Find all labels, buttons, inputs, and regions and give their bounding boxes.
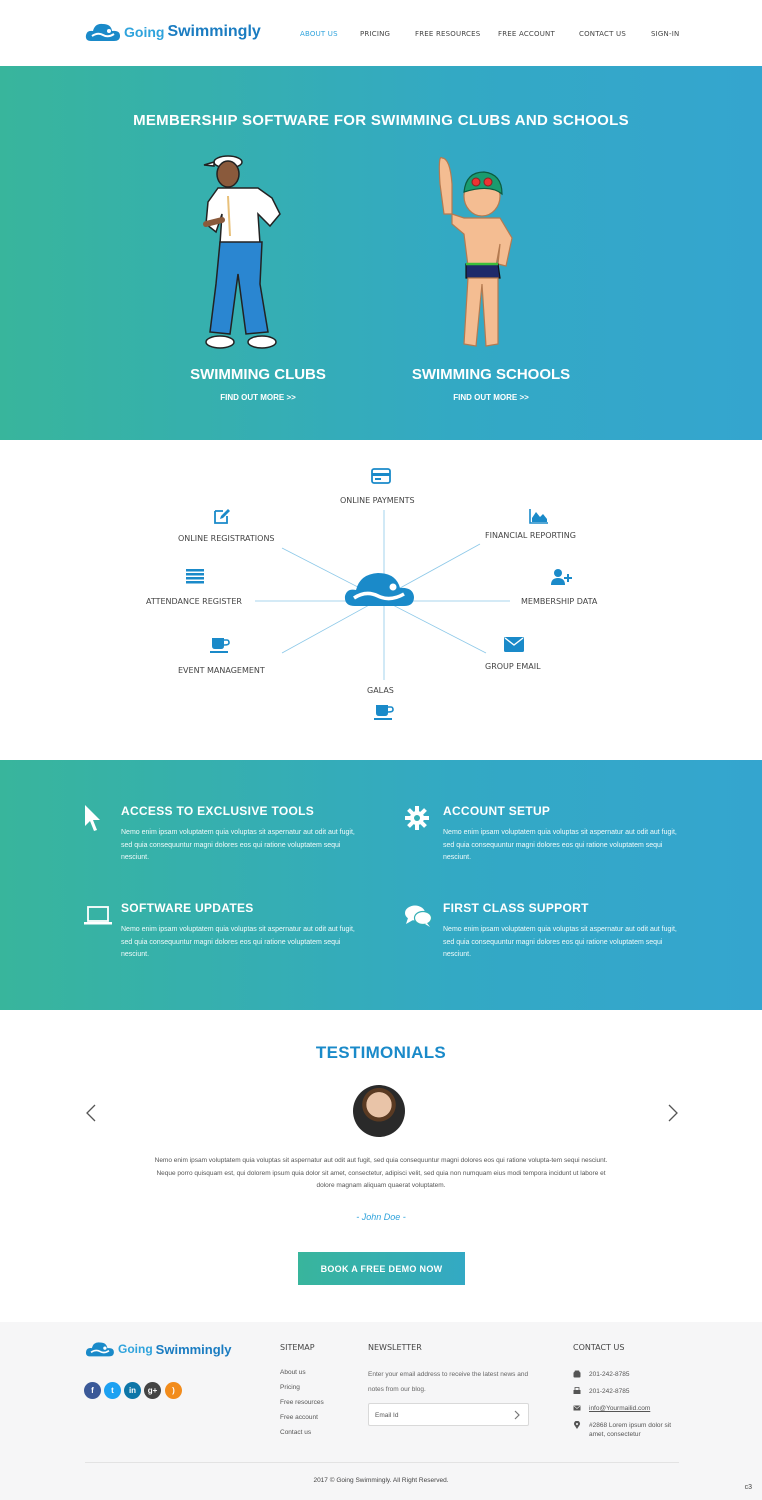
swimming-clubs-title: SWIMMING CLUBS (190, 366, 326, 383)
credit-card-icon (371, 468, 391, 484)
book-demo-button[interactable]: BOOK A FREE DEMO NOW (298, 1252, 465, 1285)
feature-financial-reporting: FINANCIAL REPORTING (485, 531, 576, 540)
mail-icon (573, 1404, 581, 1412)
hero-section (0, 66, 762, 440)
phone-icon (573, 1370, 581, 1378)
footer-brand-logo[interactable] (85, 1340, 232, 1358)
benefit-title-software-updates: SOFTWARE UPDATES (121, 901, 254, 915)
list-icon (186, 569, 204, 584)
center-cloud-logo (345, 573, 414, 606)
nav-contact-us[interactable]: CONTACT US (579, 30, 626, 38)
area-chart-icon (529, 508, 549, 524)
brand-word-swimmingly: Swimmingly (167, 23, 261, 40)
sitemap-free-account[interactable]: Free account (280, 1414, 318, 1421)
twitter-icon[interactable]: t (104, 1382, 121, 1399)
sitemap-about-us[interactable]: About us (280, 1369, 306, 1376)
gear-icon (405, 806, 429, 830)
contact-fax: 201-242-8785 (589, 1388, 630, 1395)
testimonial-quote: Nemo enim ipsam voluptatem quia voluptas sit aspernatur aut odit aut fugit, sed quia consequuntur magni dolores eos qui ratione volupta-tem sequi nesciunt. Neque porro quisquam est, qui dolorem ipsum quia dolor sit amet, consectetur, adipisci velit, sed quia non numquam eius modi tempora incidunt ut labore et dolore magnam aliquam quaerat voluptatem. (154, 1157, 608, 1189)
feature-attendance-register: ATTENDANCE REGISTER (146, 597, 242, 606)
envelope-icon (504, 637, 524, 652)
brand-word-going: Going (124, 24, 165, 40)
google-plus-icon[interactable]: g+ (144, 1382, 161, 1399)
newsletter-title: NEWSLETTER (368, 1343, 422, 1352)
add-user-icon (551, 569, 573, 585)
location-pin-icon (573, 1421, 581, 1429)
contact-phone: 201-242-8785 (589, 1371, 630, 1378)
coffee-cup-icon (210, 637, 230, 653)
feature-online-registrations: ONLINE REGISTRATIONS (178, 534, 275, 543)
feature-group-email: GROUP EMAIL (485, 662, 541, 671)
benefit-text-exclusive-tools: Nemo enim ipsam voluptatem quia voluptas sit aspernatur aut odit aut fugit, sed quia consequuntur magni dolores eos qui ratione voluptatem sequi nesciunt. (121, 829, 355, 861)
swimming-clubs-link[interactable]: FIND OUT MORE >> (220, 393, 296, 402)
sitemap-free-resources[interactable]: Free resources (280, 1399, 324, 1406)
fax-icon (573, 1387, 581, 1395)
chevron-right-icon[interactable] (511, 1409, 523, 1421)
contact-title: CONTACT US (573, 1343, 625, 1352)
nav-sign-in[interactable]: SIGN-IN (651, 30, 680, 38)
coffee-cup-icon (374, 704, 394, 720)
cursor-arrow-icon (84, 804, 102, 832)
feature-online-payments: ONLINE PAYMENTS (340, 496, 415, 505)
cloud-swimmer-icon (85, 21, 121, 43)
chevron-left-icon[interactable] (85, 1104, 97, 1122)
nav-free-account[interactable]: FREE ACCOUNT (498, 30, 555, 38)
newsletter-email-box (368, 1403, 529, 1426)
newsletter-email-input[interactable] (375, 1409, 505, 1421)
contact-address: #2868 Lorem ipsum dolor sit amet, consectetur (589, 1422, 672, 1438)
swimming-schools-title: SWIMMING SCHOOLS (411, 366, 571, 383)
sitemap-pricing[interactable]: Pricing (280, 1384, 300, 1391)
nav-about-us[interactable]: ABOUT US (300, 30, 338, 38)
linkedin-icon[interactable]: in (124, 1382, 141, 1399)
site-header (0, 0, 762, 66)
benefit-title-account-setup: ACCOUNT SETUP (443, 804, 551, 818)
nav-free-resources[interactable]: FREE RESOURCES (415, 30, 481, 38)
site-footer (0, 1322, 762, 1500)
coach-illustration (200, 154, 300, 354)
testimonial-author: - John Doe - (356, 1212, 406, 1222)
copyright-text: 2017 © Going Swimmingly. All Right Reserved. (313, 1477, 449, 1484)
sitemap-title: SITEMAP (280, 1343, 315, 1352)
brand-word-swimmingly: Swimmingly (155, 1341, 232, 1357)
facebook-icon[interactable]: f (84, 1382, 101, 1399)
swimming-schools-link[interactable]: FIND OUT MORE >> (453, 393, 529, 402)
chevron-right-icon[interactable] (667, 1104, 679, 1122)
benefit-text-first-class-support: Nemo enim ipsam voluptatem quia voluptas sit aspernatur aut odit aut fugit, sed quia consequuntur magni dolores eos qui ratione voluptatem sequi nesciunt. (443, 926, 677, 958)
feature-galas: GALAS (367, 686, 394, 695)
newsletter-text: Enter your email address to receive the latest news and notes from our blog. (368, 1371, 529, 1393)
benefit-title-first-class-support: FIRST CLASS SUPPORT (443, 901, 589, 915)
edit-icon (213, 508, 231, 524)
corner-mark: c3 (744, 1484, 752, 1491)
laptop-icon (84, 906, 112, 926)
features-wheel (0, 440, 762, 760)
benefits-section (0, 760, 762, 1010)
testimonials-title: TESTIMONIALS (315, 1043, 447, 1062)
swimmer-kid-illustration (430, 154, 525, 354)
rss-icon[interactable]: ) (165, 1382, 182, 1399)
feature-event-management: EVENT MANAGEMENT (178, 666, 265, 675)
hero-title: MEMBERSHIP SOFTWARE FOR SWIMMING CLUBS AND SCHOOLS (133, 112, 629, 129)
chat-bubbles-icon (404, 904, 432, 928)
brand-logo[interactable] (85, 21, 261, 43)
benefit-text-account-setup: Nemo enim ipsam voluptatem quia voluptas sit aspernatur aut odit aut fugit, sed quia consequuntur magni dolores eos qui ratione voluptatem sequi nesciunt. (443, 829, 677, 861)
contact-email-link[interactable]: info@Yourmailid.com (589, 1405, 651, 1412)
benefit-title-exclusive-tools: ACCESS TO EXCLUSIVE TOOLS (121, 804, 315, 818)
footer-divider (85, 1462, 679, 1463)
benefit-text-software-updates: Nemo enim ipsam voluptatem quia voluptas sit aspernatur aut odit aut fugit, sed quia consequuntur magni dolores eos qui ratione voluptatem sequi nesciunt. (121, 926, 355, 958)
feature-membership-data: MEMBERSHIP DATA (521, 597, 598, 606)
testimonial-avatar (353, 1085, 405, 1137)
brand-word-going: Going (118, 1342, 153, 1356)
sitemap-contact-us[interactable]: Contact us (280, 1429, 312, 1436)
cloud-swimmer-icon (85, 1340, 115, 1358)
nav-pricing[interactable]: PRICING (360, 30, 391, 38)
